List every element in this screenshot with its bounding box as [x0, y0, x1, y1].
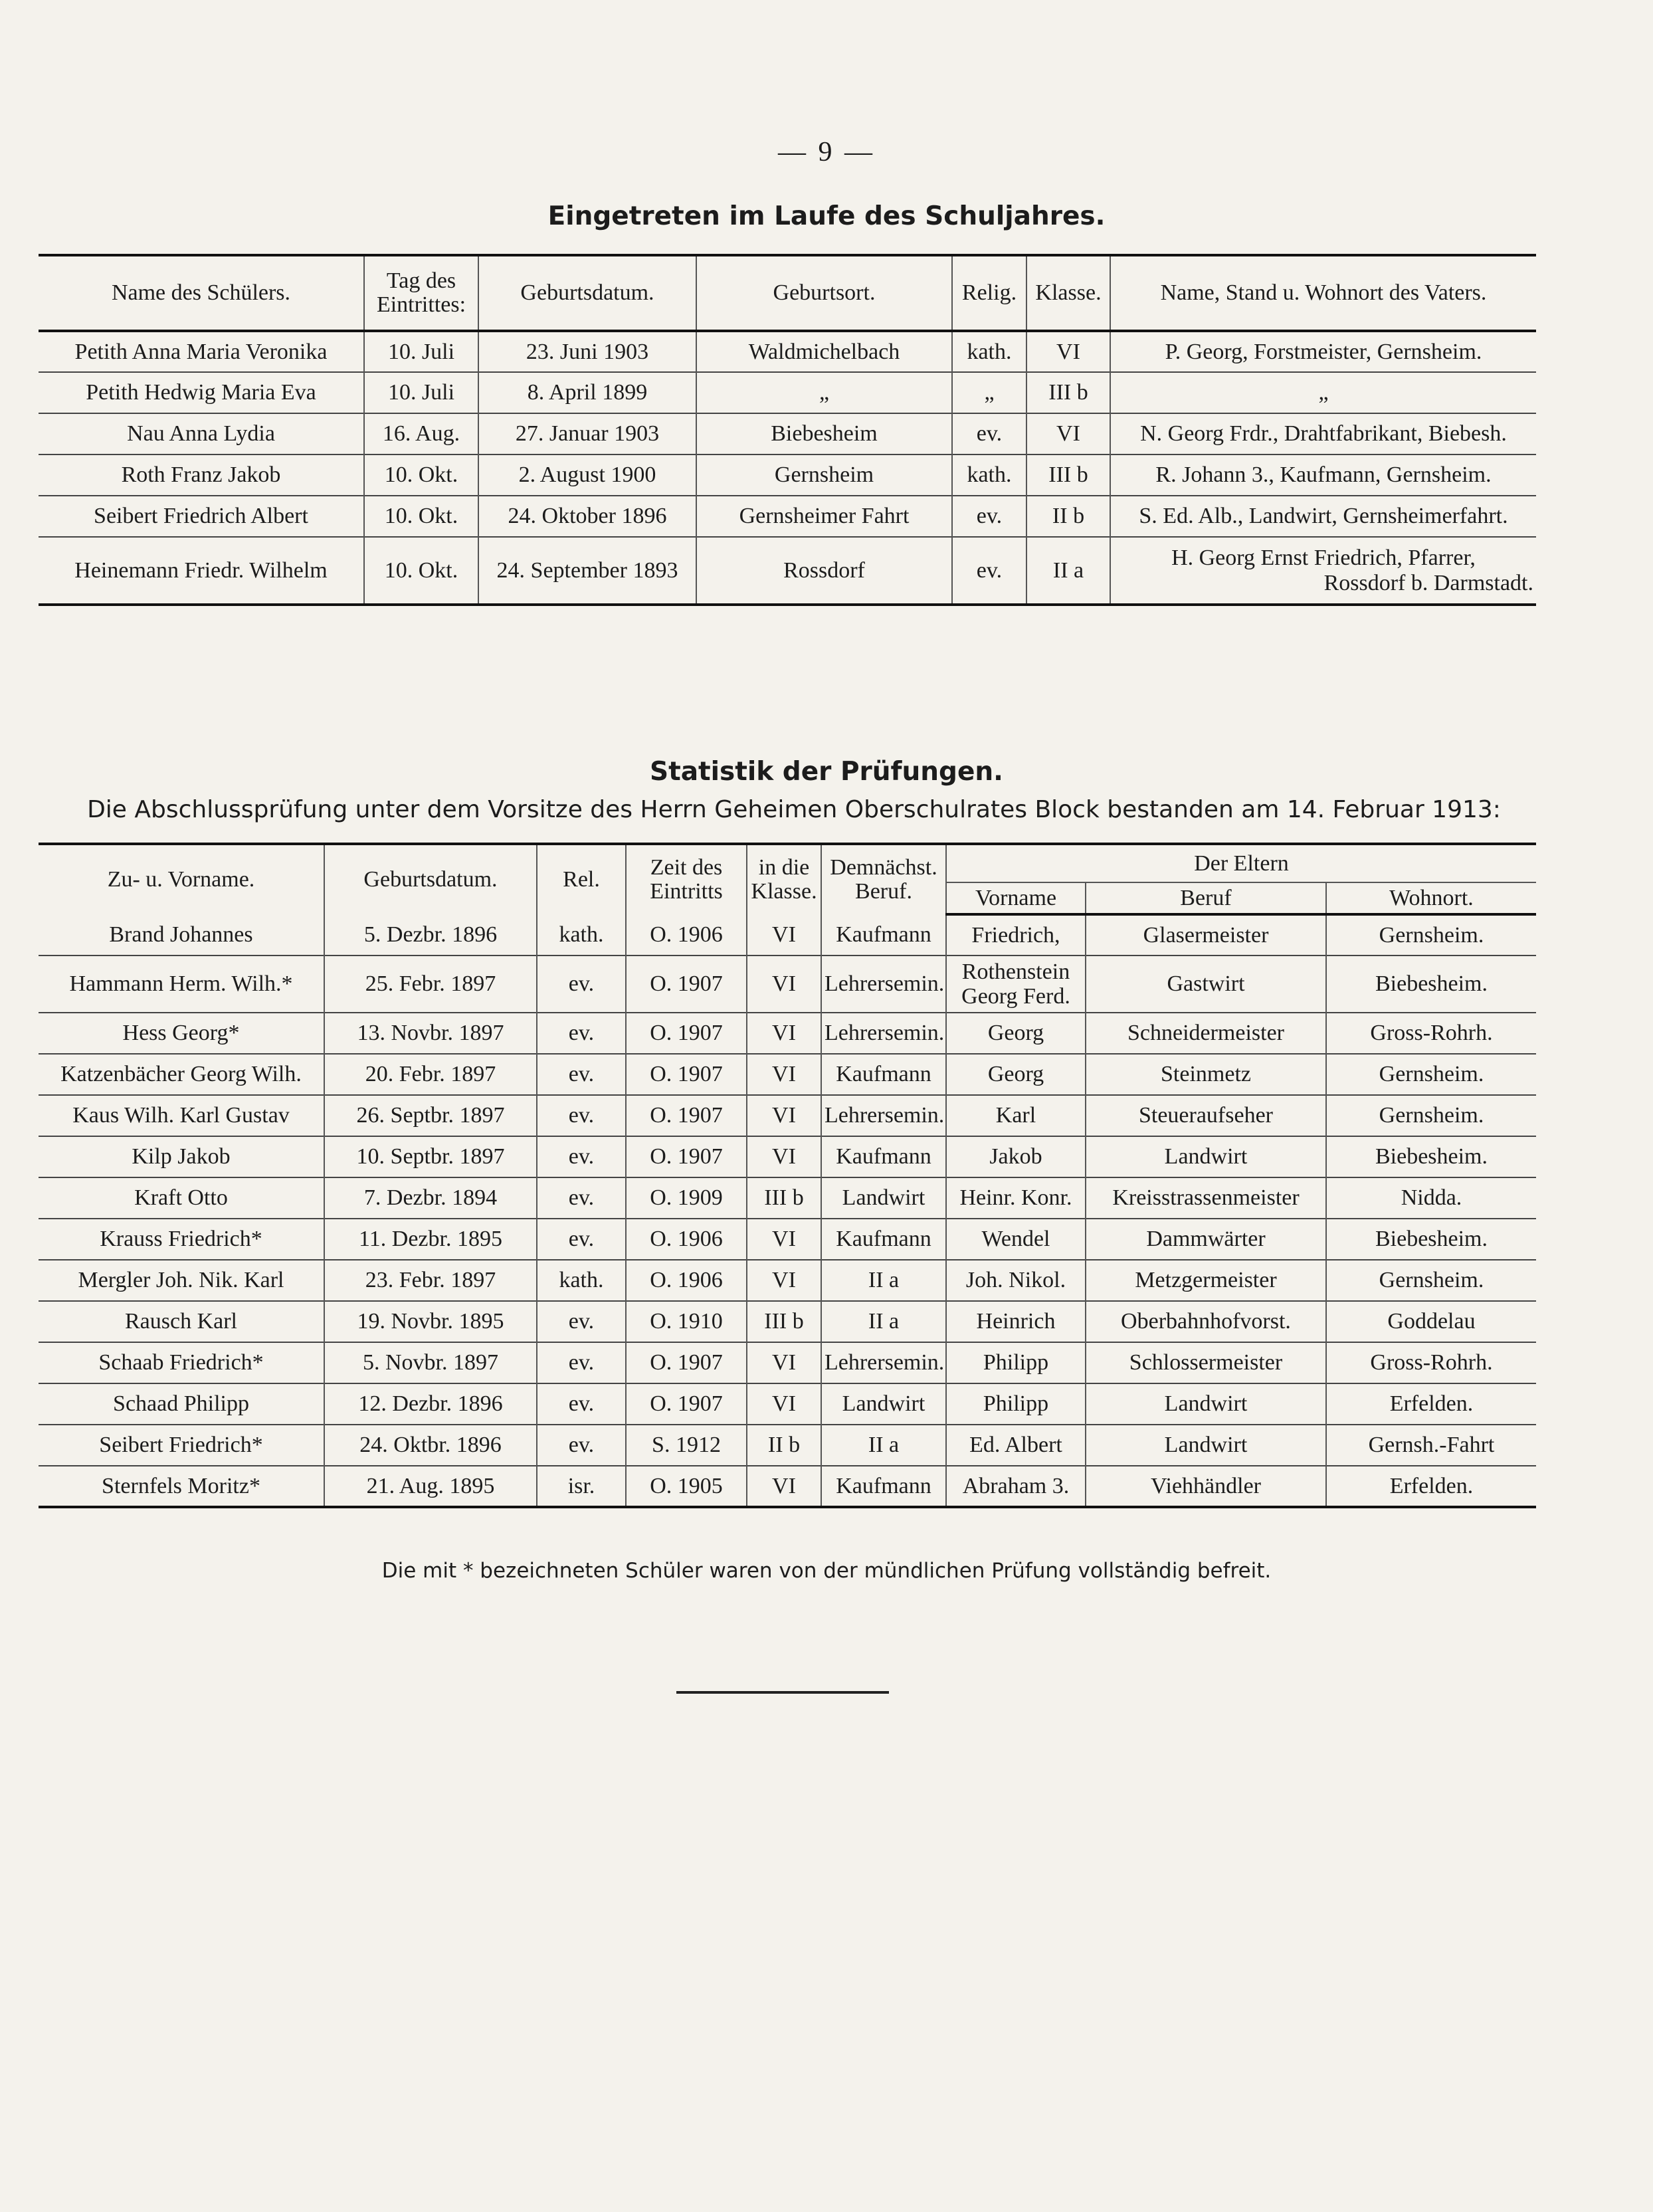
cell-religion: ev. — [537, 1013, 626, 1054]
cell-name: Rausch Karl — [124, 1309, 237, 1334]
cell-name: Kaus Wilh. Karl Gustav — [72, 1103, 290, 1128]
cell-father: „ — [1110, 372, 1536, 413]
cell-religion: ev. — [537, 1383, 626, 1425]
cell-career: Lehrersemin. — [821, 955, 946, 1013]
table-row — [39, 496, 1536, 537]
cell-class: III b — [1026, 372, 1110, 413]
table-row — [39, 454, 1536, 496]
cell-entry: O. 1906 — [626, 1219, 747, 1260]
cell-religion: ev. — [537, 1054, 626, 1095]
cell-religion: ev. — [952, 413, 1026, 454]
table-row — [39, 1383, 1536, 1425]
entry-header-line-1: Zeit des — [650, 855, 723, 880]
cell-birthplace: „ — [696, 372, 952, 413]
exams-title: Statistik der Prüfungen. — [649, 757, 1003, 787]
cell-parent-first: Philipp — [946, 1383, 1086, 1425]
cell-religion: isr. — [537, 1466, 626, 1507]
table-row — [39, 1301, 1536, 1342]
cell-religion: ev. — [537, 1342, 626, 1383]
cell-name: Petith Hedwig Maria Eva — [86, 380, 316, 405]
cell-birthplace: Rossdorf — [696, 537, 952, 605]
cell-name: Mergler Joh. Nik. Karl — [78, 1268, 284, 1292]
cell-entry: O. 1907 — [626, 1054, 747, 1095]
cell-birthdate: 20. Febr. 1897 — [324, 1054, 537, 1095]
cell-parent-first: Wendel — [946, 1219, 1086, 1260]
cell-birthdate: 12. Dezbr. 1896 — [324, 1383, 537, 1425]
col-header-birthdate: Geburtsdatum. — [478, 255, 696, 331]
cell-parent-first: Friedrich, — [946, 914, 1086, 955]
cell-class: VI — [747, 1466, 821, 1507]
cell-name: Katzenbächer Georg Wilh. — [60, 1062, 302, 1086]
cell-religion: ev. — [537, 1177, 626, 1219]
table-row — [39, 1466, 1536, 1507]
cell-parent-job: Oberbahnhofvorst. — [1086, 1301, 1326, 1342]
cell-birthdate: 13. Novbr. 1897 — [324, 1013, 537, 1054]
cell-parent-job: Landwirt — [1086, 1383, 1326, 1425]
cell-parent-home: Biebesheim. — [1326, 1219, 1536, 1260]
cell-parent-first: Georg — [946, 1013, 1086, 1054]
cell-class: VI — [747, 955, 821, 1013]
cell-parent-job: Gastwirt — [1086, 955, 1326, 1013]
career-header-line-1: Demnächst. — [830, 855, 937, 880]
cell-parent-first: Karl — [946, 1095, 1086, 1136]
table-row — [39, 1054, 1536, 1095]
entry-header-line-2: Eintritts — [650, 879, 723, 904]
col-header-class — [747, 844, 821, 914]
col-header-religion: Rel. — [537, 844, 626, 914]
cell-birthdate: 7. Dezbr. 1894 — [324, 1177, 537, 1219]
cell-name: Sternfels Moritz* — [102, 1473, 260, 1498]
cell-religion: ev. — [537, 1136, 626, 1177]
footnote: Die mit * bezeichneten Schüler waren von der mündlichen Prüfung vollständig befreit. — [381, 1559, 1272, 1583]
cell-class: VI — [747, 1219, 821, 1260]
cell-parent-job: Schneidermeister — [1086, 1013, 1326, 1054]
cell-name: Seibert Friedrich* — [99, 1433, 263, 1457]
cell-parent-job: Steueraufseher — [1086, 1095, 1326, 1136]
col-header-name: Zu- u. Vorname. — [39, 844, 324, 914]
cell-religion: kath. — [952, 331, 1026, 372]
cell-religion: kath. — [537, 914, 626, 955]
cell-class: VI — [1026, 413, 1110, 454]
cell-entry: O. 1907 — [626, 1342, 747, 1383]
cell-entry: O. 1907 — [626, 1013, 747, 1054]
cell-birthplace: Waldmichelbach — [696, 331, 952, 372]
cell-name: Hammann Herm. Wilh.* — [69, 971, 293, 996]
cell-career: Kaufmann — [821, 1054, 946, 1095]
cell-entry: O. 1906 — [626, 914, 747, 955]
cell-entry: O. 1907 — [626, 1095, 747, 1136]
cell-birthdate: 24. September 1893 — [478, 537, 696, 605]
cell-name: Petith Anna Maria Veronika — [74, 339, 328, 364]
cell-parent-first: Joh. Nikol. — [946, 1260, 1086, 1301]
career-header-line-2: Beruf. — [855, 879, 912, 904]
cell-career: Kaufmann — [821, 1219, 946, 1260]
cell-class: VI — [747, 1383, 821, 1425]
cell-class: III b — [1026, 454, 1110, 496]
col-header-parents: Der Eltern — [946, 844, 1536, 882]
col-header-entry — [626, 844, 747, 914]
cell-father: P. Georg, Forstmeister, Gernsheim. — [1110, 331, 1536, 372]
cell-name: Schaab Friedrich* — [98, 1350, 264, 1375]
cell-parent-home: Biebesheim. — [1326, 955, 1536, 1013]
cell-birthdate: 26. Septbr. 1897 — [324, 1095, 537, 1136]
col-header-birthplace: Geburtsort. — [696, 255, 952, 331]
cell-religion: ev. — [952, 496, 1026, 537]
cell-parent-home: Erfelden. — [1326, 1383, 1536, 1425]
cell-name: Krauss Friedrich* — [100, 1227, 262, 1251]
cell-birthdate: 24. Oktbr. 1896 — [324, 1425, 537, 1466]
cell-parent-home: Gernsheim. — [1326, 914, 1536, 955]
cell-class: VI — [747, 1342, 821, 1383]
cell-career: II a — [821, 1301, 946, 1342]
table-row — [39, 1136, 1536, 1177]
cell-birthdate: 10. Septbr. 1897 — [324, 1136, 537, 1177]
cell-religion: „ — [952, 372, 1026, 413]
cell-class: VI — [747, 1054, 821, 1095]
cell-entry-date: 10. Juli — [364, 331, 478, 372]
col-header-parent-home: Wohnort. — [1326, 882, 1536, 914]
cell-parent-job: Viehhändler — [1086, 1466, 1326, 1507]
col-header-name: Name des Schülers. — [39, 255, 364, 331]
cell-career: Kaufmann — [821, 1136, 946, 1177]
cell-career: Lehrersemin. — [821, 1013, 946, 1054]
cell-career: II a — [821, 1425, 946, 1466]
cell-entry: O. 1909 — [626, 1177, 747, 1219]
cell-birthdate: 25. Febr. 1897 — [324, 955, 537, 1013]
cell-birthdate: 2. August 1900 — [478, 454, 696, 496]
col-header-birthdate: Geburtsdatum. — [324, 844, 537, 914]
col-header-entry-date: Tag des Eintrittes: — [364, 255, 478, 331]
exams-subtitle: Die Abschlussprüfung unter dem Vorsitze des Herrn Geheimen Oberschulrates Block bestanden am 14. Februar 1913: — [87, 796, 1501, 823]
father-line-1: H. Georg Ernst Friedrich, Pfarrer, — [1171, 546, 1476, 571]
cell-birthdate: 21. Aug. 1895 — [324, 1466, 537, 1507]
col-header-career — [821, 844, 946, 914]
cell-birthdate: 24. Oktober 1896 — [478, 496, 696, 537]
cell-birthplace: Biebesheim — [696, 413, 952, 454]
cell-religion: ev. — [952, 537, 1026, 605]
table-row — [39, 1095, 1536, 1136]
cell-class: III b — [747, 1177, 821, 1219]
cell-birthdate: 5. Dezbr. 1896 — [324, 914, 537, 955]
table-row — [39, 372, 1536, 413]
cell-name: Kraft Otto — [134, 1185, 228, 1210]
cell-entry-date: 10. Juli — [364, 372, 478, 413]
table-row — [39, 1342, 1536, 1383]
cell-religion: ev. — [537, 1219, 626, 1260]
cell-class: VI — [747, 1136, 821, 1177]
cell-birthdate: 23. Febr. 1897 — [324, 1260, 537, 1301]
cell-parent-job: Schlossermeister — [1086, 1342, 1326, 1383]
cell-parent-home: Gross-Rohrh. — [1326, 1013, 1536, 1054]
cell-name: Roth Franz Jakob — [121, 462, 281, 487]
father-line-2: Rossdorf b. Darmstadt. — [1323, 570, 1533, 595]
cell-career: Kaufmann — [821, 1466, 946, 1507]
cell-parent-home: Gernsheim. — [1326, 1095, 1536, 1136]
cell-parent-home: Biebesheim. — [1326, 1136, 1536, 1177]
cell-parent-home: Gernsh.-Fahrt — [1326, 1425, 1536, 1466]
cell-entry: O. 1910 — [626, 1301, 747, 1342]
table-row — [39, 331, 1536, 372]
cell-parent-job: Metzgermeister — [1086, 1260, 1326, 1301]
entrants-header-row — [39, 255, 1536, 331]
cell-name: Nau Anna Lydia — [127, 421, 275, 446]
cell-career: Landwirt — [821, 1177, 946, 1219]
col-header-class: Klasse. — [1026, 255, 1110, 331]
table-row — [39, 1177, 1536, 1219]
cell-career: Lehrersemin. — [821, 1342, 946, 1383]
cell-father: S. Ed. Alb., Landwirt, Gernsheimerfahrt. — [1110, 496, 1536, 537]
cell-father — [1110, 537, 1536, 605]
cell-religion: ev. — [537, 1301, 626, 1342]
exams-table — [39, 843, 1536, 1508]
cell-parent-job: Kreisstrassenmeister — [1086, 1177, 1326, 1219]
cell-name: Hess Georg* — [122, 1021, 240, 1045]
table-row — [39, 1425, 1536, 1466]
cell-parent-home: Goddelau — [1326, 1301, 1536, 1342]
cell-parent-home: Gernsheim. — [1326, 1054, 1536, 1095]
cell-parent-job: Dammwärter — [1086, 1219, 1326, 1260]
cell-class: VI — [747, 1013, 821, 1054]
cell-entry: S. 1912 — [626, 1425, 747, 1466]
cell-entry-date: 10. Okt. — [364, 496, 478, 537]
cell-parent-home: Gross-Rohrh. — [1326, 1342, 1536, 1383]
table-row — [39, 413, 1536, 454]
cell-class: III b — [747, 1301, 821, 1342]
cell-name: Brand Johannes — [109, 922, 253, 947]
class-header-line-2: Klasse. — [751, 879, 817, 904]
cell-class: VI — [747, 1260, 821, 1301]
table-row — [39, 1013, 1536, 1054]
cell-entry-date: 16. Aug. — [364, 413, 478, 454]
table-row — [39, 914, 1536, 955]
cell-parent-first: Georg — [946, 1054, 1086, 1095]
cell-birthdate: 5. Novbr. 1897 — [324, 1342, 537, 1383]
cell-parent-first: Ed. Albert — [946, 1425, 1086, 1466]
col-header-religion: Relig. — [952, 255, 1026, 331]
cell-entry: O. 1907 — [626, 1136, 747, 1177]
cell-career: Lehrersemin. — [821, 1095, 946, 1136]
cell-class: II a — [1026, 537, 1110, 605]
cell-entry: O. 1906 — [626, 1260, 747, 1301]
cell-parent-first: Abraham 3. — [946, 1466, 1086, 1507]
cell-career: Landwirt — [821, 1383, 946, 1425]
cell-entry-date: 10. Okt. — [364, 454, 478, 496]
cell-parent-job: Landwirt — [1086, 1425, 1326, 1466]
table-row — [39, 955, 1536, 1013]
class-header-line-1: in die — [758, 855, 810, 880]
cell-entry: O. 1907 — [626, 955, 747, 1013]
table-row — [39, 1219, 1536, 1260]
cell-parent-first: Heinr. Konr. — [946, 1177, 1086, 1219]
cell-parent-home: Nidda. — [1326, 1177, 1536, 1219]
cell-religion: kath. — [537, 1260, 626, 1301]
cell-father: R. Johann 3., Kaufmann, Gernsheim. — [1110, 454, 1536, 496]
cell-career: II a — [821, 1260, 946, 1301]
cell-parent-first: Heinrich — [946, 1301, 1086, 1342]
exams-header-row-1 — [39, 844, 1536, 882]
col-header-father: Name, Stand u. Wohnort des Vaters. — [1110, 255, 1536, 331]
entrants-table — [39, 254, 1536, 606]
cell-career: Kaufmann — [821, 914, 946, 955]
cell-birthplace: Gernsheimer Fahrt — [696, 496, 952, 537]
cell-entry-date: 10. Okt. — [364, 537, 478, 605]
cell-class: VI — [747, 914, 821, 955]
cell-class: II b — [1026, 496, 1110, 537]
cell-birthdate: 8. April 1899 — [478, 372, 696, 413]
cell-birthdate: 11. Dezbr. 1895 — [324, 1219, 537, 1260]
cell-birthdate: 19. Novbr. 1895 — [324, 1301, 537, 1342]
page-number: — 9 — — [778, 137, 875, 167]
table-row — [39, 1260, 1536, 1301]
cell-class: VI — [747, 1095, 821, 1136]
cell-entry: O. 1905 — [626, 1466, 747, 1507]
entrants-title: Eingetreten im Laufe des Schuljahres. — [547, 201, 1106, 231]
cell-name: Heinemann Friedr. Wilhelm — [74, 557, 328, 583]
cell-class: VI — [1026, 331, 1110, 372]
cell-parent-job: Steinmetz — [1086, 1054, 1326, 1095]
cell-religion: kath. — [952, 454, 1026, 496]
cell-class: II b — [747, 1425, 821, 1466]
cell-birthplace: Gernsheim — [696, 454, 952, 496]
cell-parent-job: Glasermeister — [1086, 914, 1326, 955]
cell-father: N. Georg Frdr., Drahtfabrikant, Biebesh. — [1110, 413, 1536, 454]
cell-name: Schaad Philipp — [113, 1391, 249, 1416]
cell-parent-home: Gernsheim. — [1326, 1260, 1536, 1301]
closing-rule — [676, 1691, 889, 1694]
cell-parent-job: Landwirt — [1086, 1136, 1326, 1177]
cell-entry: O. 1907 — [626, 1383, 747, 1425]
cell-parent-first: Philipp — [946, 1342, 1086, 1383]
cell-birthdate: 23. Juni 1903 — [478, 331, 696, 372]
cell-name: Seibert Friedrich Albert — [94, 504, 308, 528]
cell-parent-first: Rothenstein Georg Ferd. — [946, 955, 1086, 1013]
cell-religion: ev. — [537, 955, 626, 1013]
cell-name: Kilp Jakob — [132, 1144, 231, 1169]
cell-parent-first: Jakob — [946, 1136, 1086, 1177]
col-header-parent-first: Vorname — [946, 882, 1086, 914]
cell-birthdate: 27. Januar 1903 — [478, 413, 696, 454]
table-row — [39, 537, 1536, 605]
col-header-parent-job: Beruf — [1086, 882, 1326, 914]
cell-religion: ev. — [537, 1095, 626, 1136]
cell-religion: ev. — [537, 1425, 626, 1466]
cell-parent-home: Erfelden. — [1326, 1466, 1536, 1507]
